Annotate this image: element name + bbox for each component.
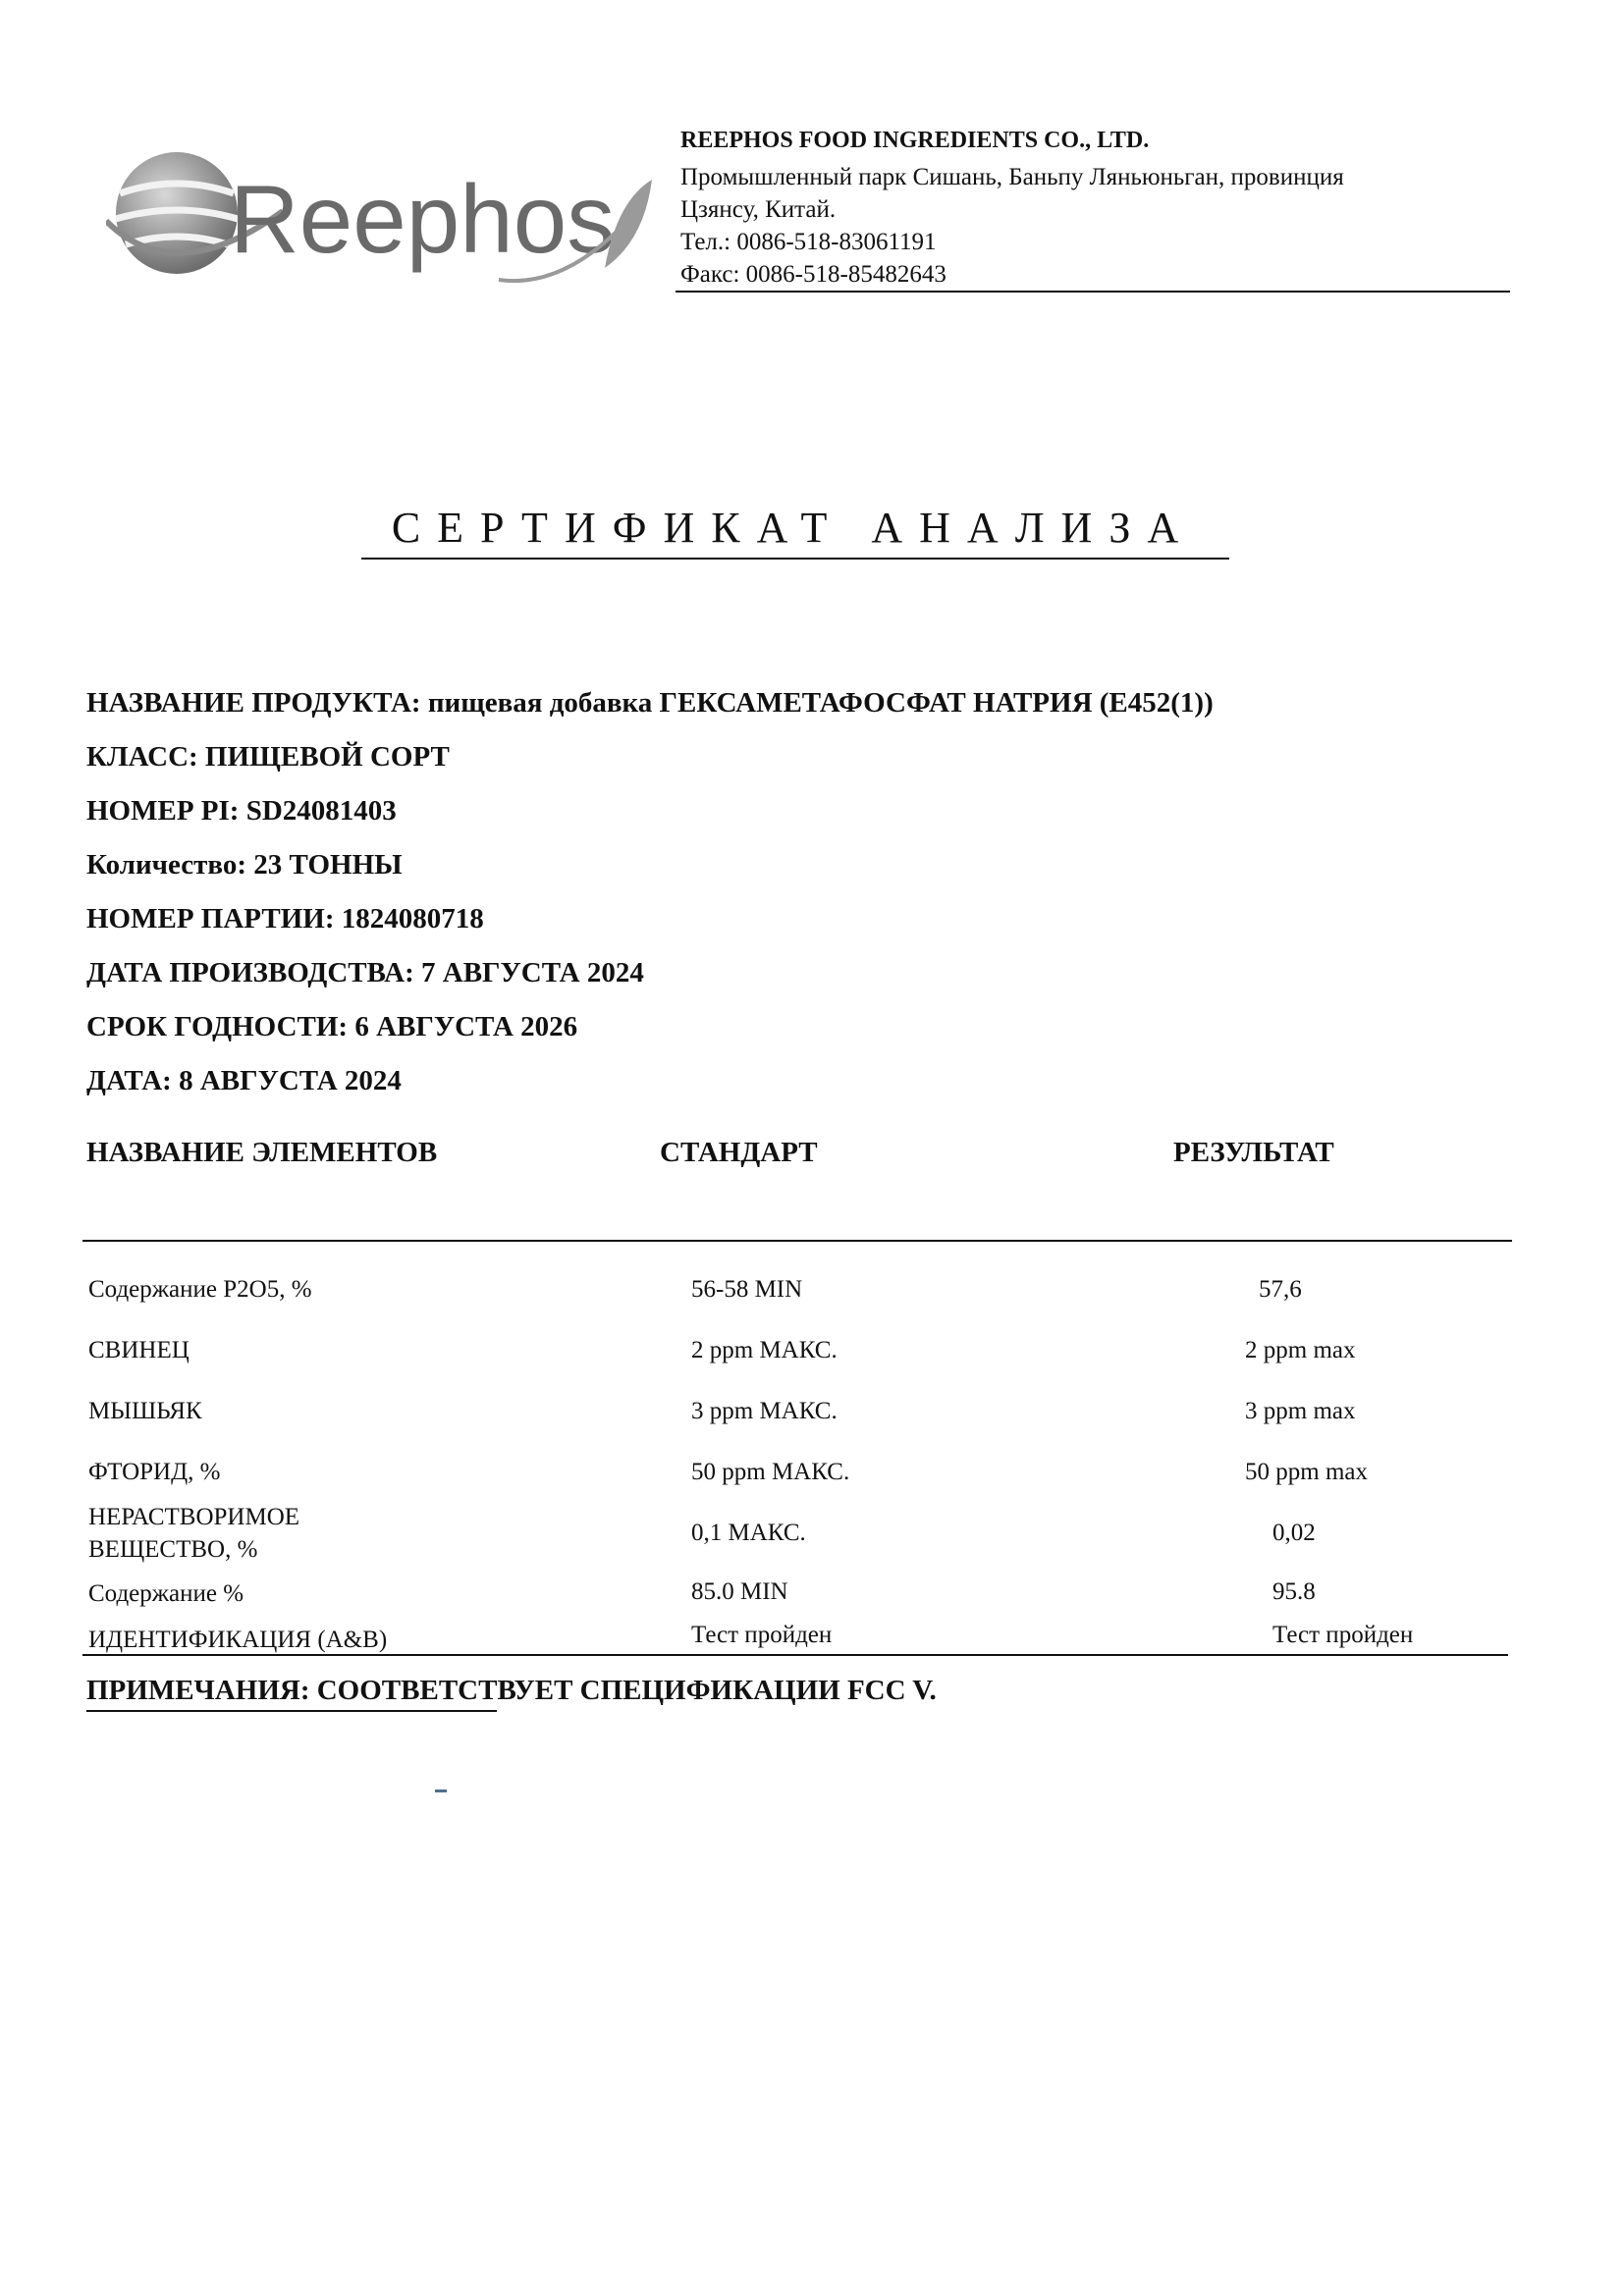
table-header-result: РЕЗУЛЬТАТ <box>1173 1137 1334 1168</box>
table-cell-standard: 3 ppm МАКС. <box>691 1398 838 1424</box>
stray-mark <box>435 1789 447 1792</box>
company-details <box>680 126 1515 291</box>
info-date: ДАТА: 8 АВГУСТА 2024 <box>86 1065 402 1096</box>
header-divider <box>676 291 1510 293</box>
table-cell-result: 2 ppm max <box>1245 1337 1356 1363</box>
info-quantity: Количество: 23 ТОННЫ <box>86 849 403 881</box>
table-cell-result: 3 ppm max <box>1245 1398 1356 1424</box>
table-cell-result: 95.8 <box>1272 1578 1316 1605</box>
table-cell-standard: 50 ppm МАКС. <box>691 1459 850 1485</box>
notes-underline <box>86 1710 497 1712</box>
company-logo <box>106 142 656 290</box>
document-title: СЕРТИФИКАТ АНАЛИЗА <box>391 504 1196 552</box>
table-cell-element: МЫШЬЯК <box>88 1398 202 1424</box>
table-cell-element: ИДЕНТИФИКАЦИЯ (A&B) <box>88 1627 388 1653</box>
info-pi-number: НОМЕР PI: SD24081403 <box>86 795 397 827</box>
company-address-line2: Цзянсу, Китай. <box>680 196 837 223</box>
table-cell-standard: 85.0 MIN <box>691 1578 788 1605</box>
table-header-standard: СТАНДАРТ <box>660 1137 818 1168</box>
table-cell-standard: 0,1 МАКС. <box>691 1520 806 1546</box>
info-grade: КЛАСС: ПИЩЕВОЙ СОРТ <box>86 741 450 773</box>
table-cell-element: СВИНЕЦ <box>88 1337 189 1363</box>
title-underline <box>361 558 1229 560</box>
company-phone: Тел.: 0086-518-83061191 <box>680 229 937 255</box>
table-header-elements: НАЗВАНИЕ ЭЛЕМЕНТОВ <box>86 1137 438 1168</box>
notes: ПРИМЕЧАНИЯ: СООТВЕТСТВУЕТ СПЕЦИФИКАЦИИ FCC V. <box>86 1675 937 1706</box>
table-cell-standard: Тест пройден <box>691 1622 833 1648</box>
table-cell-element: Содержание P2O5, % <box>88 1276 312 1303</box>
table-cell-standard: 2 ppm МАКС. <box>691 1337 838 1363</box>
company-name: REEPHOS FOOD INGREDIENTS CO., LTD. <box>680 128 1150 153</box>
table-cell-element: НЕРАСТВОРИМОЕ <box>88 1504 300 1530</box>
info-production-date: ДАТА ПРОИЗВОДСТВА: 7 АВГУСТА 2024 <box>86 957 644 988</box>
reephos-logo-graphic <box>106 142 656 290</box>
table-cell-result: Тест пройден <box>1272 1622 1414 1648</box>
product-info <box>86 683 1520 1115</box>
table-cell-element-line2: ВЕЩЕСТВО, % <box>88 1536 258 1563</box>
table-divider-top <box>82 1240 1512 1242</box>
company-fax: Факс: 0086-518-85482643 <box>680 261 947 288</box>
table-cell-result: 0,02 <box>1272 1520 1316 1546</box>
company-address-line1: Промышленный парк Сишань, Баньпу Ляньюньган, провинция <box>680 164 1344 190</box>
info-batch-number: НОМЕР ПАРТИИ: 1824080718 <box>86 903 484 934</box>
logo-wordmark: Reephos <box>230 165 616 273</box>
table-cell-element: ФТОРИД, % <box>88 1459 221 1485</box>
table-cell-result: 50 ppm max <box>1245 1459 1368 1485</box>
info-product-name: НАЗВАНИЕ ПРОДУКТА: пищевая добавка ГЕКСАМЕТАФОСФАТ НАТРИЯ (E452(1)) <box>86 687 1214 719</box>
table-cell-standard: 56-58 MIN <box>691 1276 803 1303</box>
table-divider-bottom <box>82 1654 1508 1656</box>
info-expiry-date: СРОК ГОДНОСТИ: 6 АВГУСТА 2026 <box>86 1011 578 1042</box>
table-cell-element: Содержание % <box>88 1580 244 1607</box>
table-cell-result: 57,6 <box>1259 1276 1302 1303</box>
